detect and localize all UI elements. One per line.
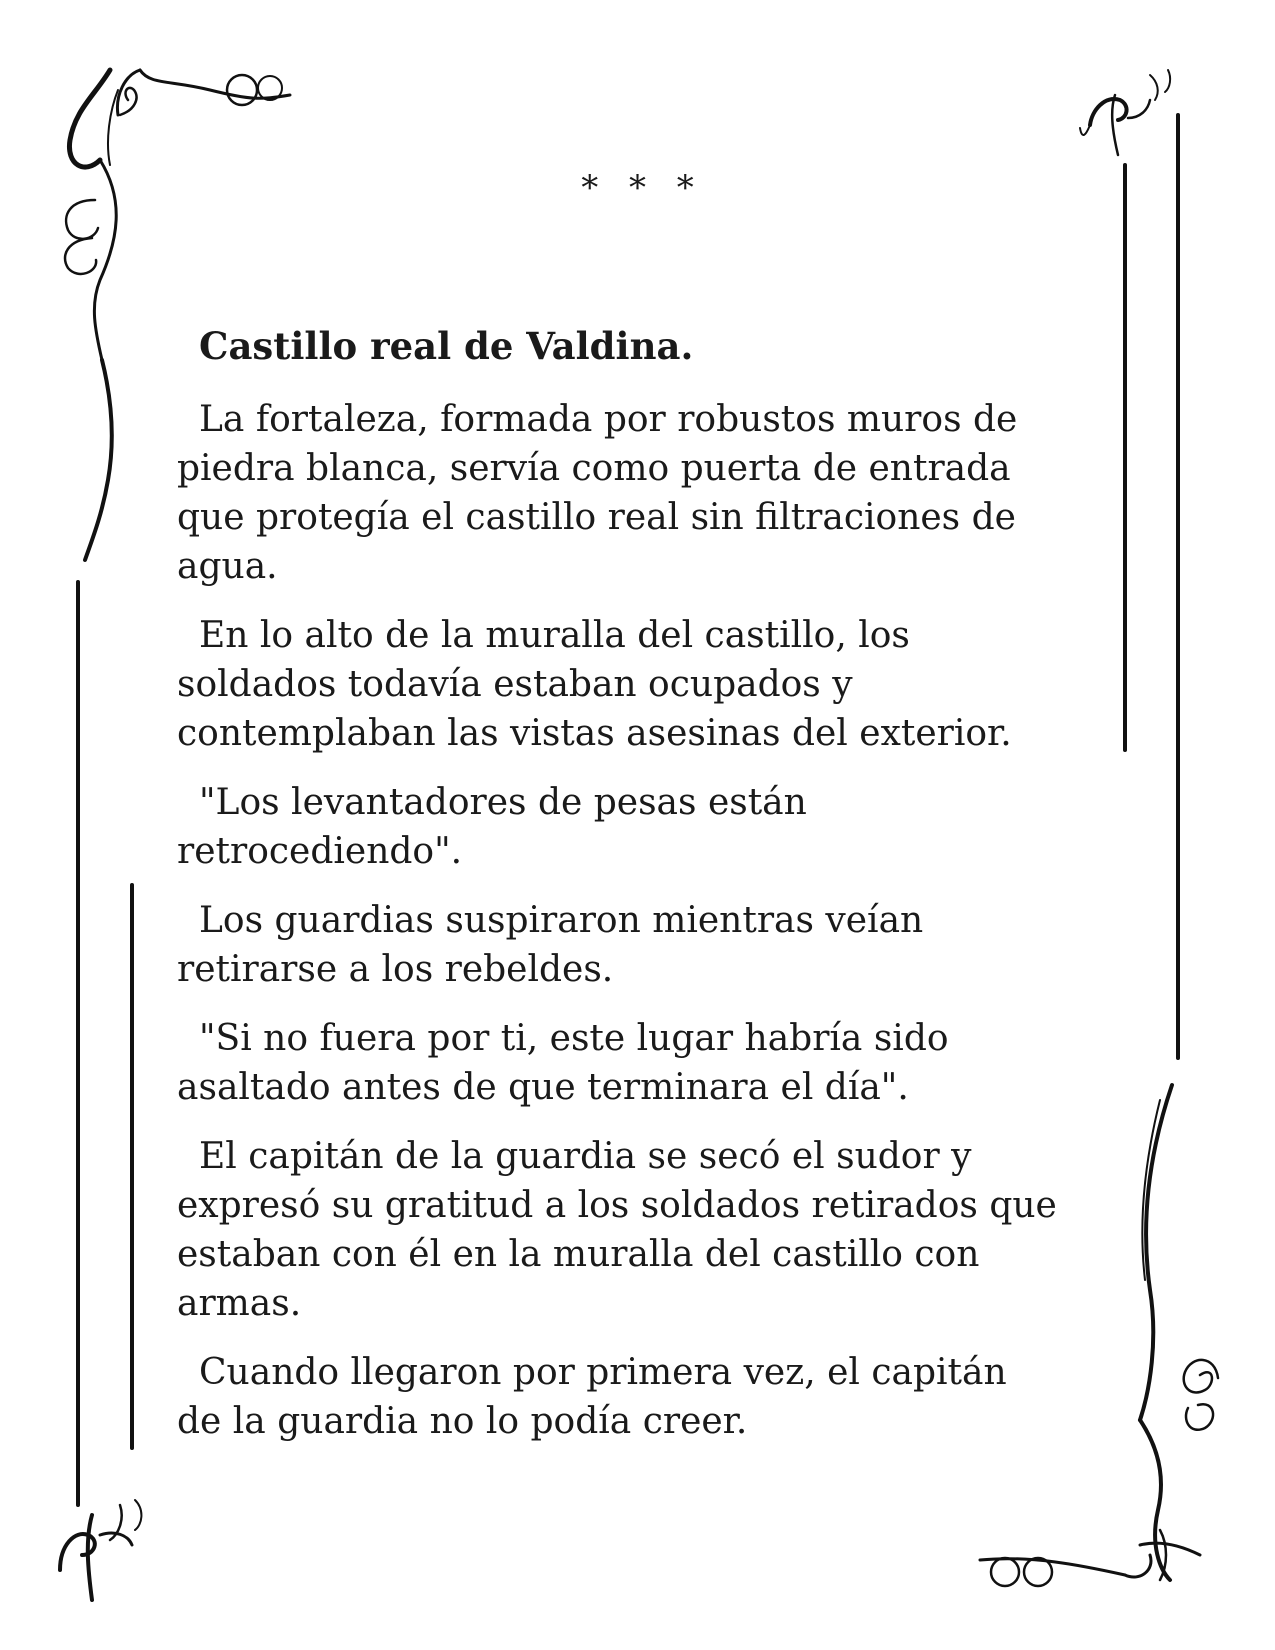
top-right-flourish (1080, 70, 1170, 155)
chapter-heading: Castillo real de Valdina. (199, 324, 694, 368)
paragraph: El capitán de la guardia se secó el sudor y expresó su gratitud a los soldados retirados que estaban con él en la muralla del castillo con armas. (177, 1136, 1057, 1324)
section-separator: * * * (581, 168, 704, 208)
paragraph: "Los levantadores de pesas están retrocediendo". (177, 782, 807, 872)
bottom-left-flourish (60, 1500, 141, 1600)
page-body (177, 322, 1057, 1466)
paragraph: "Si no fuera por ti, este lugar habría sido asaltado antes de que terminara el día". (177, 1018, 949, 1108)
paragraph: Cuando llegaron por primera vez, el capitán de la guardia no lo podía creer. (177, 1352, 1007, 1442)
paragraph: En lo alto de la muralla del castillo, los soldados todavía estaban ocupados y contemplaban las vistas asesinas del exterior. (177, 615, 1012, 754)
paragraph: Los guardias suspiraron mientras veían retirarse a los rebeldes. (177, 900, 924, 990)
paragraph: La fortaleza, formada por robustos muros de piedra blanca, servía como puerta de entrada que protegía el castillo real sin filtraciones de agua. (177, 399, 1018, 587)
